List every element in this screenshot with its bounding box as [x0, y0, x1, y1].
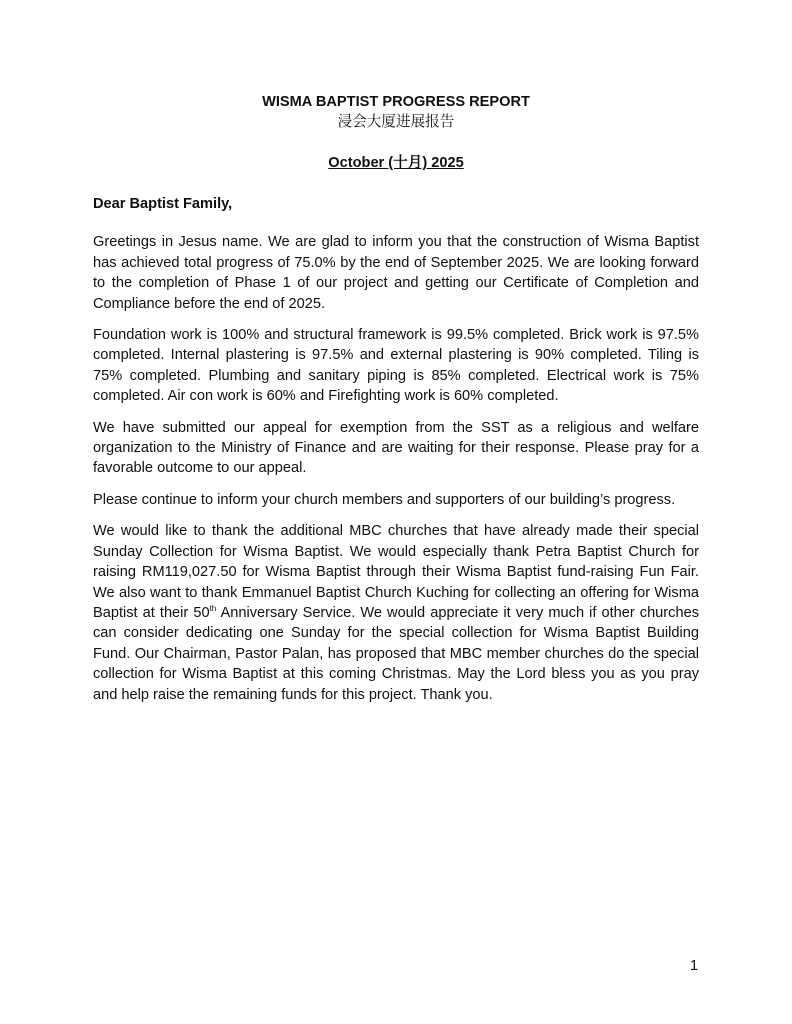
- paragraph-sst-appeal: We have submitted our appeal for exemption from the SST as a religious and welfare organization to the Ministry of Finance and are waiting for their response. Please pray for a favorable outcome to our appeal.: [93, 419, 699, 477]
- thanks-text-part2: Anniversary Service. We would appreciate it very much if other churches can consider dedicating one Sunday for the special collection for Wisma Baptist Building Fund. Our Chairman, Pastor Palan, has proposed that MBC member churches do the special collection for Wisma Baptist at this coming Christmas. May the Lord bless you as you pray and help raise the remaining funds for this project. Thank you.: [93, 604, 699, 703]
- thanks-text-part1: We would like to thank the additional MBC churches that have already made their special Sunday Collection for Wisma Baptist. We would especially thank Petra Baptist Church for raising RM119,027.50 for Wisma Baptist through their Wisma Baptist fund-raising Fun Fair. We also want to thank Emmanuel Baptist Church Kuching for collecting an offering for Wisma Baptist at their 50: [93, 523, 699, 621]
- page-number: 1: [690, 958, 699, 974]
- paragraph-thanks: [93, 521, 699, 705]
- paragraph-inform-members: Please continue to inform your church members and supporters of our building’s progress.: [93, 491, 676, 508]
- report-subtitle-chinese: 浸会大厦进展报告: [337, 114, 455, 130]
- report-date: October (十月) 2025: [328, 155, 464, 171]
- paragraph-progress-summary: Greetings in Jesus name. We are glad to inform you that the construction of Wisma Baptist has achieved total progress of 75.0% by the end of September 2025. We are looking forward to the completion of Phase 1 of our project and getting our Certificate of Completion and Compliance before the end of 2025.: [93, 234, 699, 312]
- salutation: Dear Baptist Family,: [93, 196, 233, 212]
- letter-body: [93, 194, 699, 716]
- paragraph-work-breakdown: Foundation work is 100% and structural framework is 99.5% completed. Brick work is 97.5% completed. Internal plastering is 97.5% and external plastering is 90% completed. Tiling is 75% completed. Plumbing and sanitary piping is 85% completed. Electrical work is 75% completed. Air con work is 60% and Firefighting work is 60% completed.: [93, 327, 699, 405]
- ordinal-superscript: th: [209, 604, 217, 614]
- report-title: WISMA BAPTIST PROGRESS REPORT: [262, 94, 530, 110]
